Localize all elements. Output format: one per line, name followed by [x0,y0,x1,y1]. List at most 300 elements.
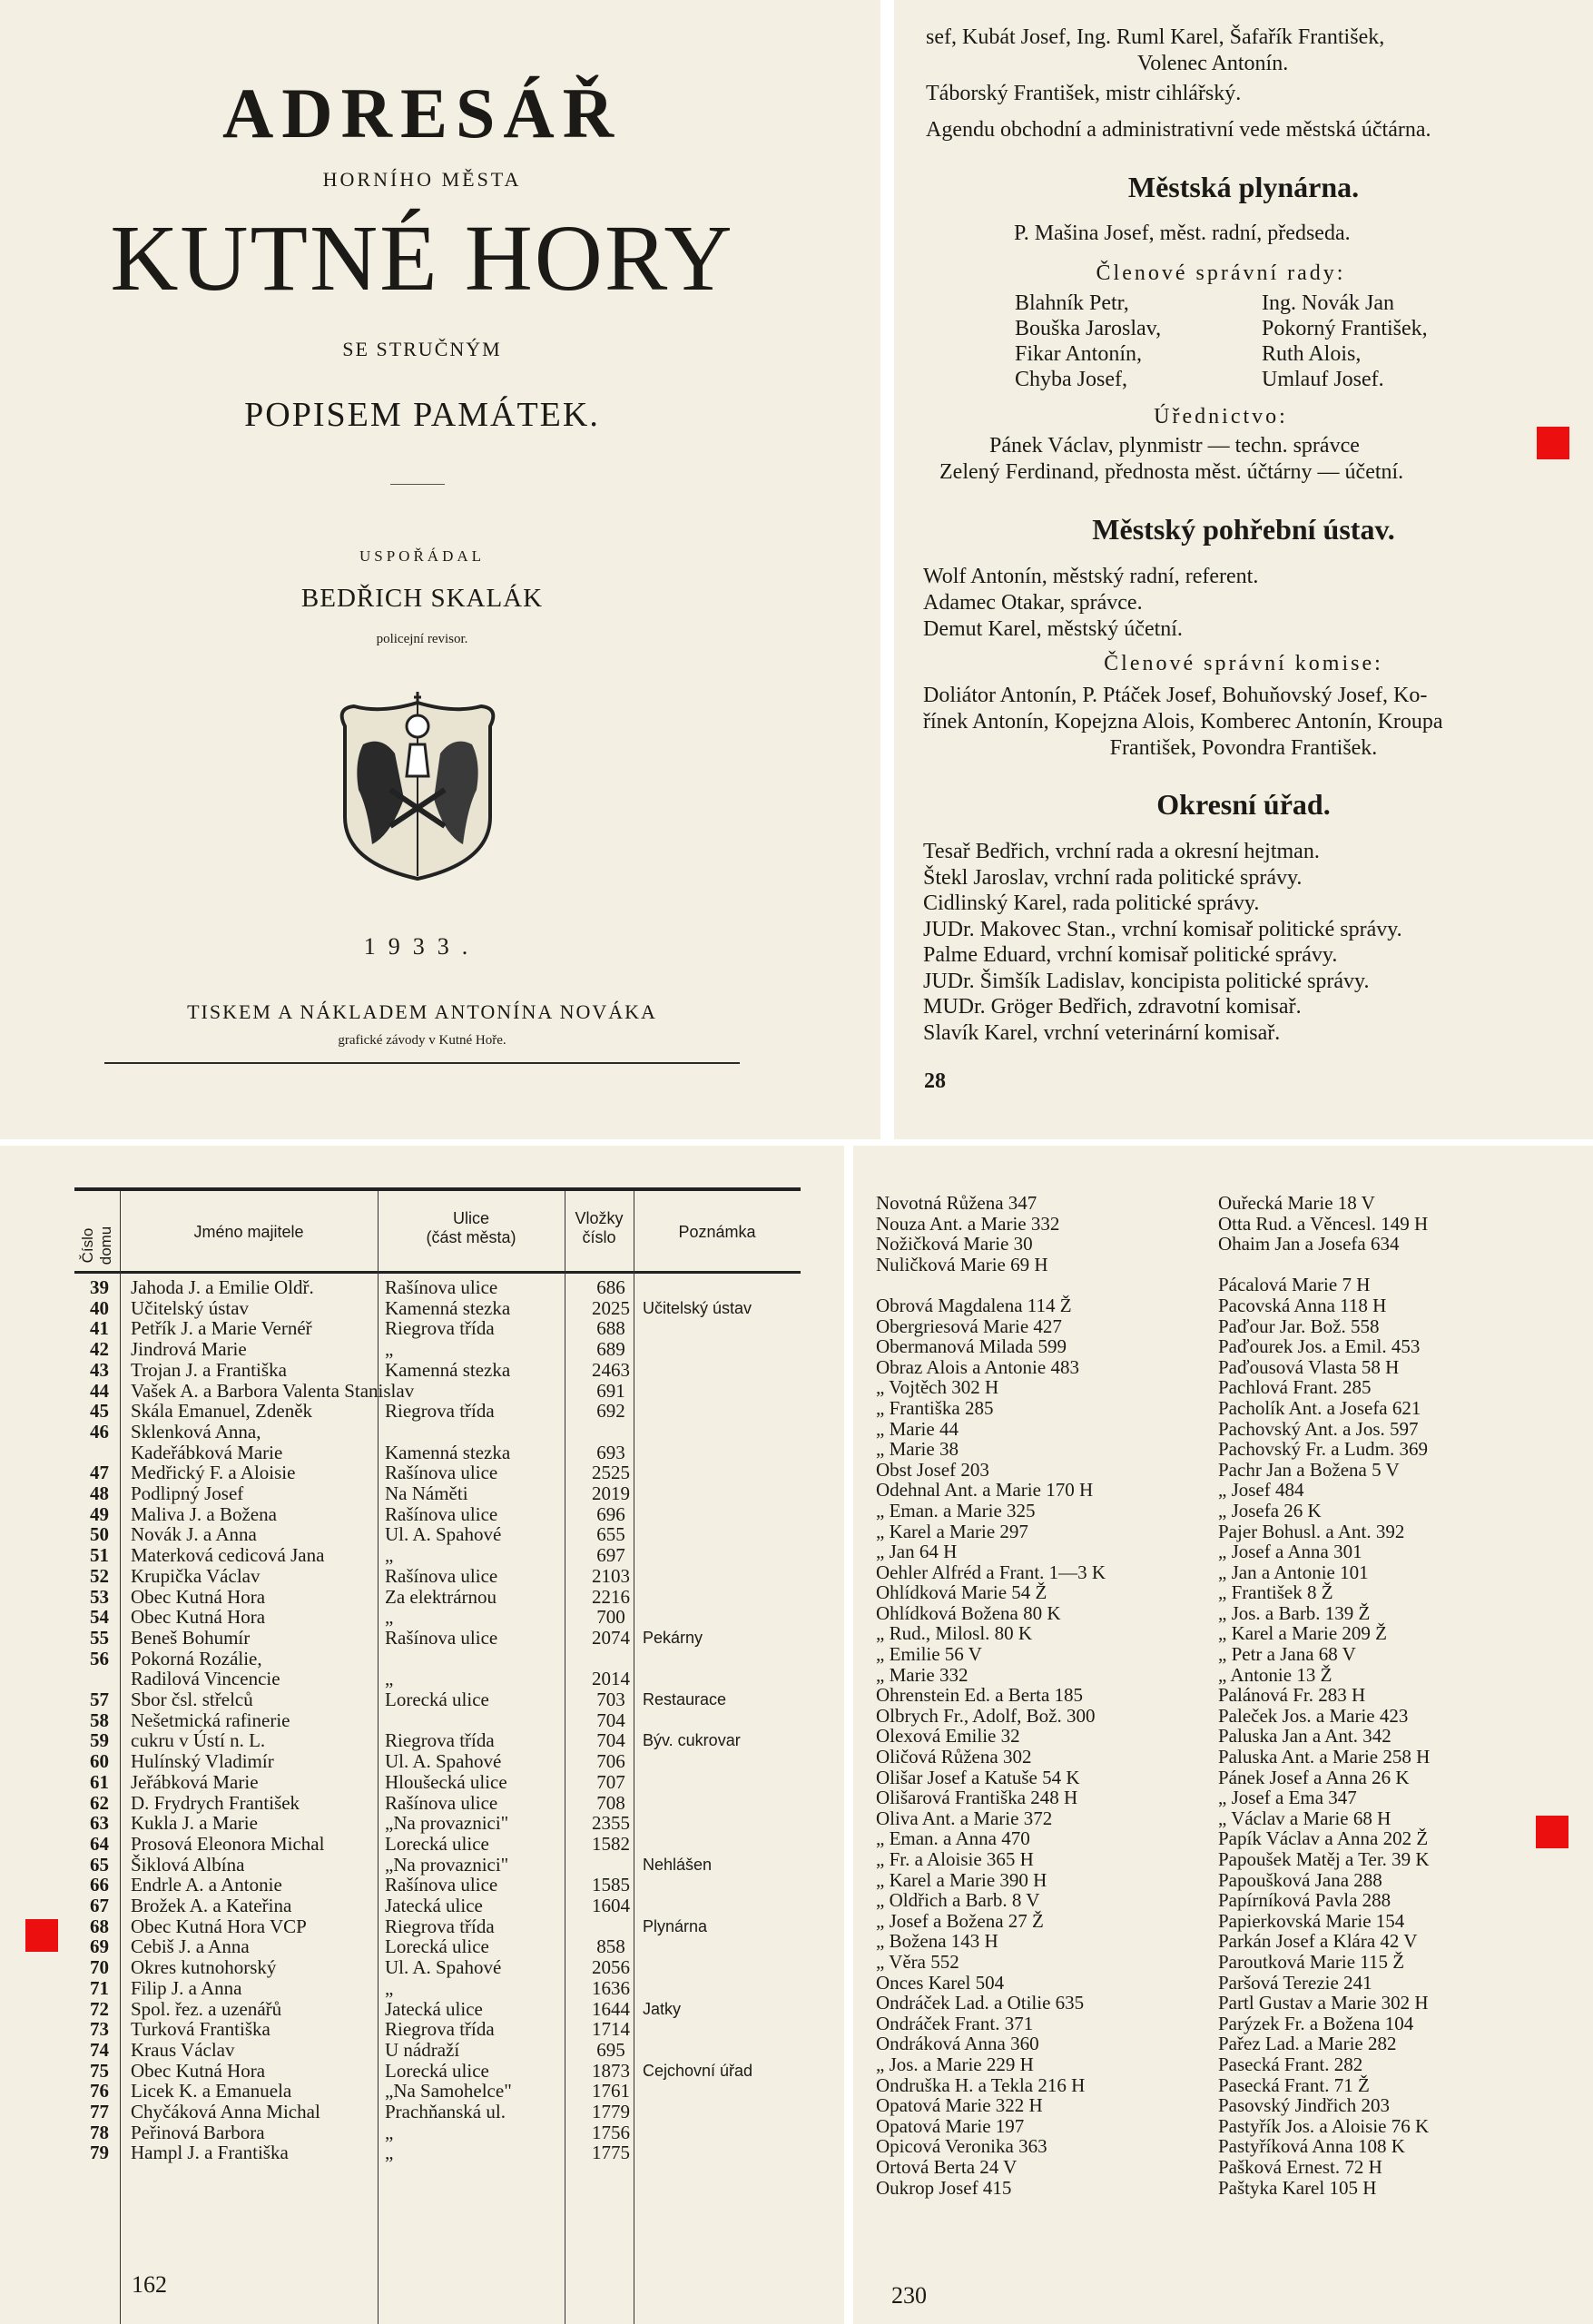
table-row [74,1277,801,1298]
insert-number-cell: 704 [596,1729,625,1752]
directory-entry: „ Jos. a Marie 229 H [876,2053,1034,2075]
table-row [74,1628,801,1649]
house-number-cell: 76 [90,2080,109,2102]
directory-entry: Obst Josef 203 [876,1458,989,1481]
insert-number-cell: 696 [596,1502,625,1525]
directory-entry: Paďour Jar. Bož. 558 [1218,1315,1380,1337]
table-row [74,1896,801,1916]
house-number-cell: 71 [90,1976,109,1999]
table-header-rule [74,1271,801,1274]
city-title: KUTNÉ HORY [110,206,734,310]
directory-entry: Olbrych Fr., Adolf, Bož. 300 [876,1704,1096,1727]
owner-name-cell: Prosová Eleonora Michal [131,1832,325,1855]
owner-name-cell: Šiklová Albína [131,1853,245,1876]
insert-number-cell: 1714 [592,2018,630,2041]
directory-entry: „ Věra 552 [876,1950,959,1973]
page-162 [0,1146,844,2324]
directory-entry: Nožičková Marie 30 [876,1233,1033,1256]
directory-entry: Pasovský Jindřich 203 [1218,2094,1390,2117]
header-insert [565,1209,634,1247]
table-row [74,1298,801,1319]
house-number-cell: 58 [90,1709,109,1731]
house-number-cell: 63 [90,1812,109,1835]
insert-number-cell: 686 [596,1276,625,1298]
insert-number-cell: 706 [596,1750,625,1773]
district-list [923,839,1402,1046]
insert-number-cell: 1585 [592,1874,630,1896]
directory-entry: „ Josef a Anna 301 [1218,1541,1362,1563]
directory-entry: Paďourek Jos. a Emil. 453 [1218,1335,1421,1358]
street-cell: Rašínova ulice [385,1564,498,1587]
street-cell: „ [385,2121,394,2143]
insert-number-cell: 1756 [592,2121,630,2143]
directory-entry: „ Karel a Marie 390 H [876,1868,1047,1891]
district-official: Cidlinský Karel, rada politické správy. [923,891,1260,915]
directory-entry: „ Josef a Ema 347 [1218,1787,1357,1809]
directory-entry: Opicová Veronika 363 [876,2135,1047,2158]
house-number-cell: 67 [90,1895,109,1916]
directory-entry: Pácalová Marie 7 H [1218,1274,1371,1296]
red-marker [1537,427,1569,459]
insert-number-cell: 707 [596,1770,625,1793]
street-cell: Rašínova ulice [385,1276,498,1298]
table-row [74,1999,801,2020]
text-line: František, Povondra František. [1109,736,1378,760]
header-insert-line2: číslo [582,1228,616,1246]
insert-number-cell: 1779 [592,2101,630,2122]
directory-entry: Parkán Josef a Klára 42 V [1218,1930,1418,1953]
owner-name-cell: Sklenková Anna, [131,1420,261,1443]
table-row [74,2122,801,2143]
section-heading: Okresní úřad. [1156,788,1331,821]
district-official: Palme Eduard, vrchní komisař politické správy. [923,943,1338,967]
table-row [74,1401,801,1422]
directory-column-left [876,1193,1106,2198]
table-row [74,1566,801,1587]
directory-entry: Ortová Berta 24 V [876,2155,1018,2178]
table-row [74,1607,801,1628]
street-cell: Lorecká ulice [385,2059,489,2082]
directory-entry: Paluska Ant. a Marie 258 H [1218,1746,1431,1768]
insert-number-cell: 1761 [592,2080,630,2102]
insert-number-cell: 2103 [592,1564,630,1587]
owner-name-cell: Jahoda J. a Emilie Oldř. [131,1276,314,1298]
board-member: Pokorný František, [1262,317,1428,340]
owner-name-cell: Podlipný Josef [131,1482,244,1504]
house-number-cell: 77 [90,2101,109,2122]
directory-entry: Paštyka Karel 105 H [1218,2176,1377,2199]
directory-entry: „ Vojtěch 302 H [876,1376,999,1399]
note-cell: Cejchovní úřad [643,2061,753,2080]
directory-entry: „ Jos. a Barb. 139 Ž [1218,1601,1371,1624]
text-line: řínek Antonín, Kopejzna Alois, Komberec Antonín, Kroupa [923,710,1443,734]
house-number-cell: 45 [90,1400,109,1423]
owner-name-cell: Skála Emanuel, Zdeněk [131,1400,313,1423]
house-number-cell: 73 [90,2018,109,2041]
text-line: Táborský František, mistr cihlářský. [926,82,1242,105]
directory-entry: Papierkovská Marie 154 [1218,1909,1405,1932]
street-cell: „Na provaznici" [385,1853,509,1876]
directory-entry: Pařez Lad. a Marie 282 [1218,2033,1397,2055]
owner-name-cell: Petřík J. a Marie Vernéř [131,1317,312,1340]
section-heading: Městská plynárna. [1127,171,1360,203]
owner-name-cell: Učitelský ústav [131,1296,250,1319]
owner-name-cell: Trojan J. a Františka [131,1358,287,1381]
street-cell: Hloušecká ulice [385,1770,507,1793]
owner-name-cell: Hampl J. a Františka [131,2142,289,2164]
directory-entry: Nuličková Marie 69 H [876,1253,1048,1275]
directory-entry [876,1275,1106,1295]
directory-entry: Papoušková Jana 288 [1218,1868,1382,1891]
house-number-cell: 49 [90,1502,109,1525]
directory-entry: Oličová Růžena 302 [876,1746,1032,1768]
directory-entry: Olišar Josef a Katuše 54 K [876,1766,1080,1788]
table-row [74,1318,801,1339]
house-number-cell: 54 [90,1606,109,1629]
directory-entry: Pacholík Ant. a Josefa 621 [1218,1396,1421,1419]
subheading: Členové správní rady: [1096,261,1346,285]
table-top-rule [74,1187,801,1191]
directory-entry: Partl Gustav a Marie 302 H [1218,1992,1429,2014]
table-row [74,1443,801,1463]
directory-entry: „ Fr. a Aloisie 365 H [876,1848,1034,1870]
insert-number-cell: 2019 [592,1482,630,1504]
house-number-cell: 72 [90,1997,109,2020]
header-insert-line1: Vložky [575,1209,624,1227]
coat-of-arms-emblem [327,690,508,885]
directory-entry: Obrová Magdalena 114 Ž [876,1294,1072,1316]
street-cell: „ [385,2142,394,2164]
board-list-right [1262,290,1428,392]
directory-entry: Otta Rud. a Věncesl. 149 H [1218,1212,1429,1235]
board-member: Ing. Novák Jan [1262,291,1394,315]
table-row [74,1793,801,1814]
insert-number-cell: 1873 [592,2059,630,2082]
directory-entry: Ouřecká Marie 18 V [1218,1192,1375,1214]
insert-number-cell: 1775 [592,2142,630,2164]
text-line: Volenec Antonín. [1137,52,1289,75]
street-cell: Ul. A. Spahové [385,1523,502,1546]
directory-entry: „ Josefa 26 K [1218,1499,1322,1521]
header-owner-name: Jméno majitele [193,1223,304,1241]
owner-name-cell: Kukla J. a Marie [131,1812,258,1835]
table-row [74,1462,801,1483]
street-cell: „Na provaznici" [385,1812,509,1835]
insert-number-cell: 2074 [592,1626,630,1649]
directory-entry: Pasecká Frant. 71 Ž [1218,2073,1370,2096]
owner-name-cell: Brožek A. a Kateřina [131,1895,292,1916]
note-cell: Nehlášen [643,1855,713,1874]
house-number-cell: 39 [90,1276,109,1298]
directory-entry: Ondráček Lad. a Otilie 635 [876,1992,1085,2014]
directory-entry: Ondruška H. a Tekla 216 H [876,2073,1086,2096]
table-row [74,2102,801,2122]
subtitle-line: HORNÍHO MĚSTA [322,168,522,191]
directory-entry: Parýzek Fr. a Božena 104 [1218,2012,1414,2034]
directory-entry: Pánek Josef a Anna 26 K [1218,1766,1410,1788]
board-member: Blahník Petr, [1015,291,1129,315]
board-member: Umlauf Josef. [1262,368,1384,391]
street-cell: Rašínova ulice [385,1626,498,1649]
table-row [74,1689,801,1710]
directory-entry: Pachr Jan a Božena 5 V [1218,1458,1400,1481]
subtitle-line: POPISEM PAMÁTEK. [244,396,600,434]
directory-entry: „ Antonie 13 Ž [1218,1663,1332,1686]
house-number-cell: 65 [90,1853,109,1876]
insert-number-cell: 697 [596,1544,625,1567]
board-member: Chyba Josef, [1015,368,1127,391]
house-number-cell: 48 [90,1482,109,1504]
board-member: Fikar Antonín, [1015,342,1143,366]
directory-entry: Paďousová Vlasta 58 H [1218,1355,1400,1378]
insert-number-cell: 1582 [592,1832,630,1855]
directory-entry: Papírníková Pavla 288 [1218,1889,1391,1912]
owner-name-cell: Sbor čsl. střelců [131,1689,253,1710]
note-cell: Pekárny [643,1628,703,1647]
board-list-left [1015,290,1161,392]
table-row [74,2081,801,2102]
house-number-cell: 44 [90,1379,109,1402]
house-number-cell: 66 [90,1874,109,1896]
printer-subline: grafické závody v Kutné Hoře. [338,1033,506,1048]
table-row [74,1360,801,1381]
directory-entry: Pajer Bohusl. a Ant. 392 [1218,1520,1405,1542]
insert-number-cell: 2014 [592,1668,630,1690]
insert-number-cell: 858 [596,1935,625,1958]
text-line: Demut Karel, městský účetní. [923,617,1183,641]
insert-number-cell: 1604 [592,1895,630,1916]
header-house-number: Číslo domu [79,1226,114,1265]
directory-entry: Ohaim Jan a Josefa 634 [1218,1233,1400,1256]
street-cell: Riegrova třída [385,1729,495,1752]
owner-name-cell: Nešetmická rafinerie [131,1709,290,1731]
street-cell: „ [385,1544,394,1567]
owner-name-cell: Cebiš J. a Anna [131,1935,250,1958]
author-name: BEDŘICH SKALÁK [300,584,544,613]
insert-number-cell: 691 [596,1379,625,1402]
directory-entry: Opatová Marie 197 [876,2114,1025,2137]
header-note: Poznámka [678,1223,756,1241]
street-cell: Prachňanská ul. [385,2101,506,2122]
owner-name-cell: Hulínský Vladimír [131,1750,274,1773]
text-line: Zelený Ferdinand, přednosta měst. účtárny — účetní. [939,460,1404,484]
street-cell: Za elektrárnou [385,1585,497,1608]
directory-entry: „ Františka 285 [876,1396,994,1419]
owner-name-cell: Turková Františka [131,2018,270,2041]
directory-entry: Odehnal Ant. a Marie 170 H [876,1479,1094,1502]
house-number-cell: 43 [90,1358,109,1381]
owner-name-cell: Kraus Václav [131,2038,235,2061]
house-number-cell: 51 [90,1544,109,1567]
house-number-cell: 79 [90,2142,109,2164]
owner-name-cell: D. Frydrych František [131,1791,300,1814]
house-number-cell: 40 [90,1296,109,1319]
directory-entry: Ohlídková Marie 54 Ž [876,1581,1047,1604]
text-line: Adamec Otakar, správce. [923,591,1143,615]
street-cell: „ [385,1338,394,1361]
street-cell: Kamenná stezka [385,1441,511,1463]
directory-entry: Oukrop Josef 415 [876,2176,1012,2199]
directory-entry: Novotná Růžena 347 [876,1192,1037,1214]
insert-number-cell: 2025 [592,1296,630,1319]
insert-number-cell: 708 [596,1791,625,1814]
directory-entry: „ Marie 332 [876,1663,969,1686]
owner-name-cell: Kadeřábková Marie [131,1441,283,1463]
district-official: Tesař Bedřich, vrchní rada a okresní hejtman. [923,840,1320,863]
street-cell: „ [385,1668,394,1690]
text-line: Doliátor Antonín, P. Ptáček Josef, Bohuňovský Josef, Ko- [923,684,1428,707]
directory-entry: Nouza Ant. a Marie 332 [876,1212,1060,1235]
house-number-cell: 75 [90,2059,109,2082]
text-line: Wolf Antonín, městský radní, referent. [923,565,1259,588]
district-official: Slavík Karel, vrchní veterinární komisař. [923,1020,1281,1045]
page-number: 230 [891,2282,927,2309]
street-cell: Na Náměti [385,1482,468,1504]
text-line: P. Mašina Josef, měst. radní, předseda. [1014,222,1351,245]
owner-name-cell: Okres kutnohorský [131,1956,277,1979]
table-row [74,1813,801,1834]
table-row [74,1669,801,1689]
house-number-cell: 61 [90,1770,109,1793]
directory-entry: „ Emilie 56 V [876,1643,982,1666]
street-cell: Lorecká ulice [385,1935,489,1958]
directory-entry: Oliva Ant. a Marie 372 [876,1807,1053,1829]
insert-number-cell: 2056 [592,1956,630,1979]
street-cell: „ [385,1976,394,1999]
directory-entry: Olexová Emilie 32 [876,1725,1020,1748]
directory-entry: Papoušek Matěj a Ter. 39 K [1218,1848,1430,1870]
owner-name-cell: Novák J. a Anna [131,1523,257,1546]
insert-number-cell: 2525 [592,1462,630,1484]
table-row [74,1381,801,1402]
directory-entry: Pachlová Frant. 285 [1218,1376,1372,1399]
directory-entry: „ Marie 44 [876,1417,959,1440]
note-cell: Restaurace [643,1690,727,1709]
district-official: MUDr. Gröger Bedřich, zdravotní komisař. [923,995,1302,1019]
street-cell: Rašínova ulice [385,1462,498,1484]
house-number-cell: 50 [90,1523,109,1546]
table-row [74,1422,801,1443]
insert-number-cell: 692 [596,1400,625,1423]
directory-entry: Ondráková Anna 360 [876,2033,1039,2055]
directory-entry: Onces Karel 504 [876,1971,1005,1994]
house-number-cell: 70 [90,1956,109,1979]
subheading: Úřednictvo: [1154,405,1288,428]
owner-name-cell: Jeřábková Marie [131,1770,259,1793]
owner-name-cell: Beneš Bohumír [131,1626,251,1649]
directory-entry: „ František 8 Ž [1218,1581,1333,1604]
owner-name-cell: Licek K. a Emanuela [131,2080,292,2102]
table-row [74,1751,801,1772]
directory-entry: Pastyříková Anna 108 K [1218,2135,1405,2158]
directory-entry: „ Eman. a Marie 325 [876,1499,1036,1521]
insert-number-cell: 688 [596,1317,625,1340]
red-marker [25,1919,58,1952]
street-cell: „Na Samohelce" [385,2080,512,2102]
owner-name-cell: Radilová Vincencie [131,1668,280,1690]
street-cell: Jatecká ulice [385,1997,483,2020]
street-cell: Jatecká ulice [385,1895,483,1916]
district-official: Štekl Jaroslav, vrchní rada politické správy. [923,865,1303,890]
house-number-cell: 64 [90,1832,109,1855]
owner-name-cell: Medřický F. a Aloisie [131,1462,296,1484]
table-row [74,1855,801,1876]
directory-entry: Ohlídková Božena 80 K [876,1601,1061,1624]
owner-name-cell: cukru v Ústí n. L. [131,1729,266,1752]
table-row [74,1772,801,1793]
owner-name-cell: Krupička Václav [131,1564,261,1587]
directory-entry: Papík Václav a Anna 202 Ž [1218,1827,1429,1850]
owner-name-cell: Chyčáková Anna Michal [131,2101,320,2122]
table-row [74,1730,801,1751]
text-line: sef, Kubát Josef, Ing. Ruml Karel, Šafařík František, [926,25,1385,49]
subtitle-line: SE STRUČNÝM [342,338,502,360]
subheading: Členové správní komise: [1104,652,1383,675]
house-number-cell: 60 [90,1750,109,1773]
table-row [74,1957,801,1978]
owner-name-cell: Vašek A. a Barbora Valenta Stanislav [131,1379,415,1402]
house-number-cell: 53 [90,1585,109,1608]
owner-name-cell: Spol. řez. a uzenářů [131,1997,282,2020]
header-street-line1: Ulice [452,1209,489,1227]
house-number-cell: 47 [90,1462,109,1484]
insert-number-cell: 2216 [592,1585,630,1608]
header-street [378,1209,565,1247]
red-marker [1536,1816,1568,1848]
street-cell: Riegrova třída [385,1915,495,1937]
page-number: 28 [924,1069,946,1093]
street-cell: Rašínova ulice [385,1791,498,1814]
directory-entry: „ Eman. a Anna 470 [876,1827,1030,1850]
table-row [74,1710,801,1731]
house-number-cell: 62 [90,1791,109,1814]
table-row [74,1916,801,1937]
house-number-cell: 46 [90,1420,109,1443]
street-cell: Riegrova třída [385,1400,495,1423]
house-number-cell: 56 [90,1647,109,1669]
house-number-cell: 74 [90,2038,109,2061]
directory-entry: Paluska Jan a Ant. 342 [1218,1725,1391,1748]
street-cell: Lorecká ulice [385,1689,489,1710]
directory-entry: „ Karel a Marie 297 [876,1520,1028,1542]
board-member: Ruth Alois, [1262,342,1362,366]
arranged-by: USPOŘÁDAL [359,547,486,565]
directory-entry: „ Petr a Jana 68 V [1218,1643,1356,1666]
directory-entry: „ Jan 64 H [876,1541,958,1563]
note-cell: Býv. cukrovar [643,1731,741,1750]
directory-column-right [1218,1193,1430,2198]
directory-entry: „ Karel a Marie 209 Ž [1218,1622,1387,1645]
district-official: JUDr. Šimšík Ladislav, koncipista politické správy. [923,969,1370,993]
directory-entry: Palánová Fr. 283 H [1218,1684,1366,1707]
table-row [74,1339,801,1360]
street-cell: Ul. A. Spahové [385,1750,502,1773]
owner-name-cell: Materková cedicová Jana [131,1544,325,1567]
directory-entry: Obermanová Milada 599 [876,1335,1067,1358]
table-row [74,1978,801,1999]
insert-number-cell: 704 [596,1709,625,1731]
divider [390,484,445,485]
house-number-cell: 69 [90,1935,109,1958]
table-row [74,1936,801,1957]
street-cell: Rašínova ulice [385,1502,498,1525]
insert-number-cell: 703 [596,1689,625,1710]
header-street-line2: (část města) [426,1228,516,1246]
directory-entry: Ondráček Frant. 371 [876,2012,1034,2034]
directory-entry: „ Marie 38 [876,1438,959,1461]
table-row [74,1649,801,1669]
note-cell: Plynárna [643,1916,708,1935]
